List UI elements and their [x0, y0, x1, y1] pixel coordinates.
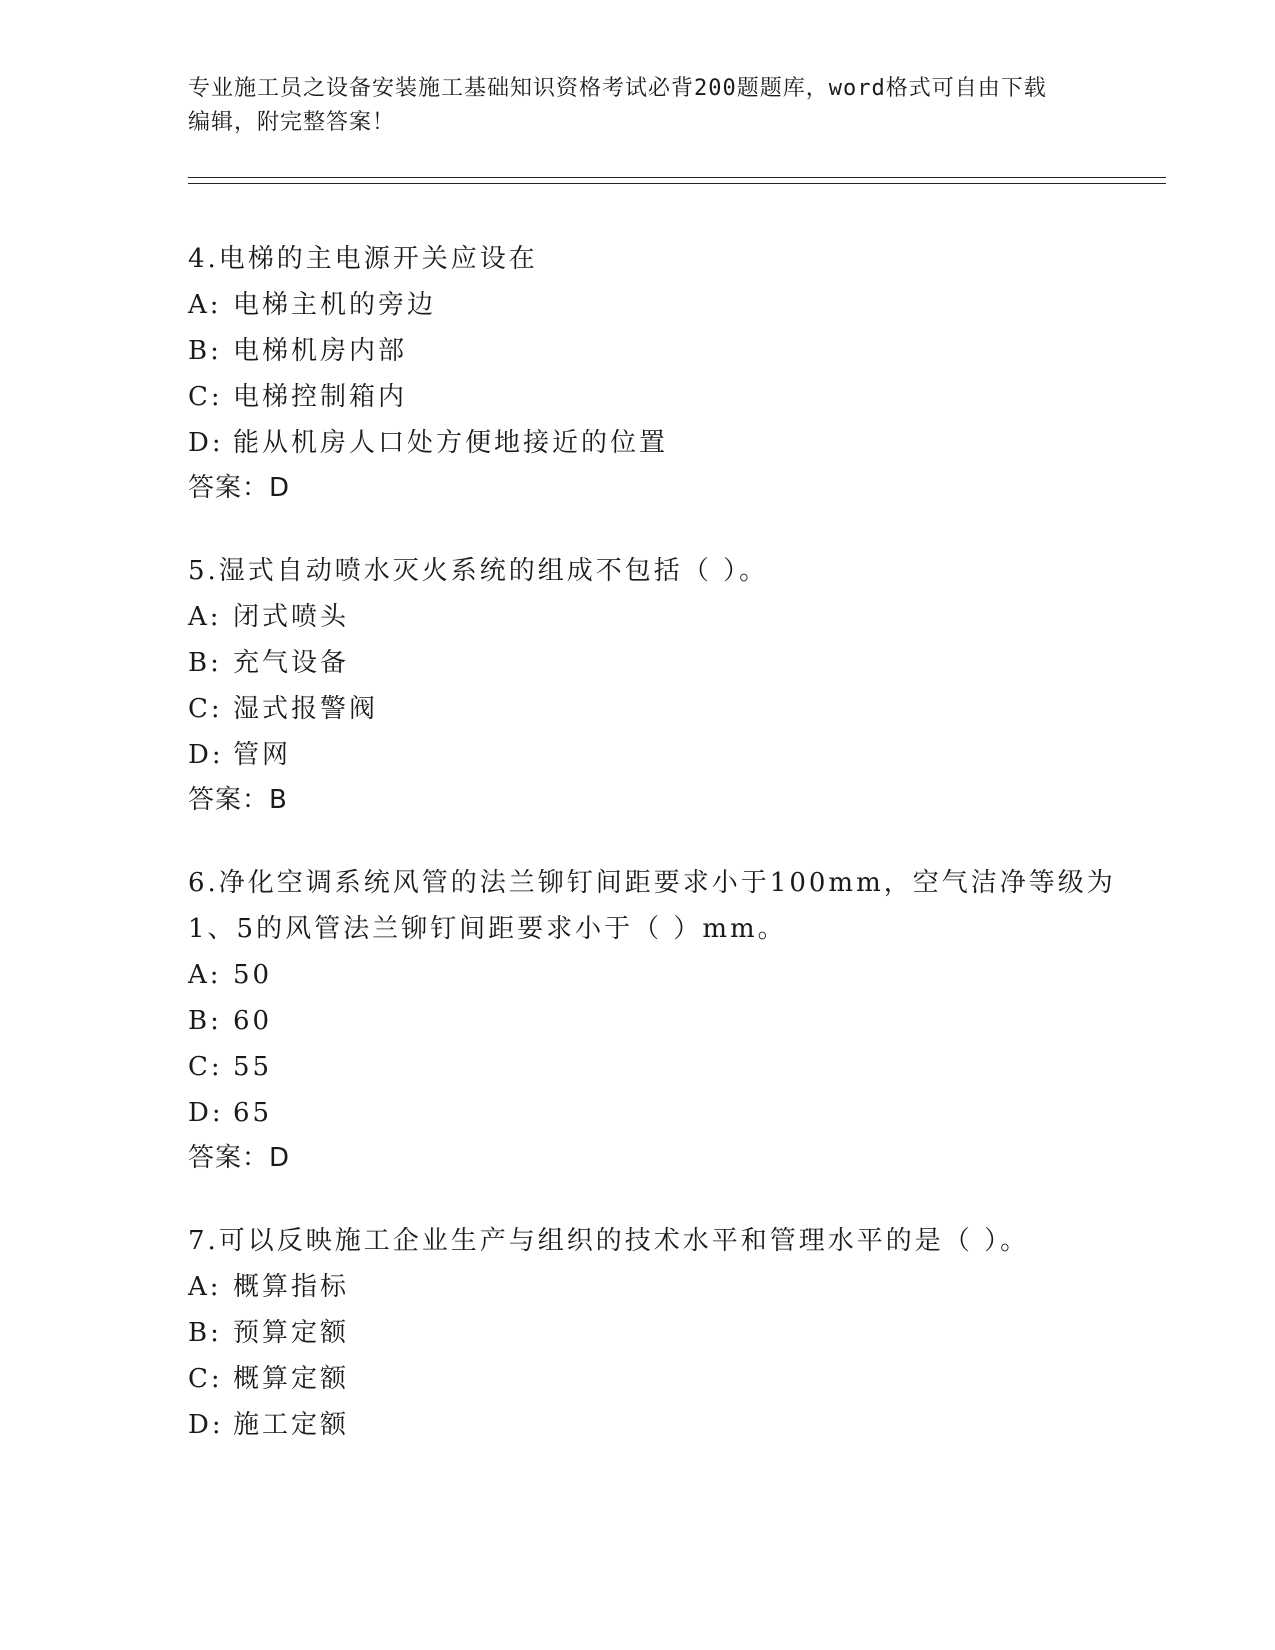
- option-letter: C:: [188, 694, 223, 724]
- option-letter: B:: [188, 1006, 222, 1036]
- option-b: [188, 1310, 1128, 1356]
- option-b: [188, 328, 1128, 374]
- option-a: [188, 282, 1128, 328]
- option-d: [188, 732, 1128, 778]
- option-b: [188, 998, 1128, 1044]
- option-letter: B:: [188, 648, 222, 678]
- option-d: [188, 1090, 1128, 1136]
- question-7: [188, 1218, 1128, 1448]
- option-a: [188, 594, 1128, 640]
- option-c: [188, 1356, 1128, 1402]
- option-letter: B:: [188, 336, 222, 366]
- question-stem: 5.湿式自动喷水灭火系统的组成不包括（ ）。: [188, 556, 769, 586]
- option-text: 充气设备: [233, 648, 350, 678]
- option-text: 施工定额: [233, 1410, 350, 1440]
- question-list: [188, 236, 1128, 1486]
- answer-line: 答案：D: [188, 1143, 291, 1173]
- question-stem: 6.净化空调系统风管的法兰铆钉间距要求小于100mm，空气洁净等级为1、5的风管法兰铆钉间距要求小于（ ）mm。: [188, 868, 1116, 944]
- question-6: [188, 860, 1128, 1180]
- option-d: [188, 1402, 1128, 1448]
- option-c: [188, 1044, 1128, 1090]
- option-c: [188, 374, 1128, 420]
- option-letter: D:: [188, 1410, 224, 1440]
- option-text: 电梯控制箱内: [233, 382, 408, 412]
- option-letter: D:: [188, 1098, 224, 1128]
- question-5: [188, 548, 1128, 822]
- option-text: 闭式喷头: [233, 602, 350, 632]
- option-c: [188, 686, 1128, 732]
- option-letter: C:: [188, 382, 223, 412]
- option-text: 电梯机房内部: [233, 336, 408, 366]
- option-text: 65: [233, 1098, 273, 1128]
- answer-line: 答案：B: [188, 785, 288, 815]
- option-letter: C:: [188, 1364, 223, 1394]
- option-text: 湿式报警阀: [233, 694, 379, 724]
- option-letter: A:: [188, 290, 222, 320]
- option-letter: D:: [188, 740, 224, 770]
- document-header: 专业施工员之设备安装施工基础知识资格考试必背200题题库，word格式可自由下载编辑，附完整答案！: [188, 76, 1047, 135]
- answer-line: 答案：D: [188, 473, 291, 503]
- option-letter: B:: [188, 1318, 222, 1348]
- option-letter: D:: [188, 428, 224, 458]
- option-b: [188, 640, 1128, 686]
- option-text: 50: [233, 960, 273, 990]
- option-text: 管网: [233, 740, 292, 770]
- option-text: 概算指标: [233, 1272, 350, 1302]
- option-letter: A:: [188, 602, 222, 632]
- header-rule-bottom: [188, 183, 1166, 184]
- option-a: [188, 952, 1128, 998]
- question-stem: 4.电梯的主电源开关应设在: [188, 244, 538, 274]
- question-4: [188, 236, 1128, 510]
- option-a: [188, 1264, 1128, 1310]
- option-text: 概算定额: [233, 1364, 350, 1394]
- option-letter: C:: [188, 1052, 223, 1082]
- option-letter: A:: [188, 960, 222, 990]
- question-stem: 7.可以反映施工企业生产与组织的技术水平和管理水平的是（ ）。: [188, 1226, 1030, 1256]
- header-rule-top: [188, 177, 1166, 178]
- option-text: 预算定额: [233, 1318, 350, 1348]
- option-text: 电梯主机的旁边: [233, 290, 437, 320]
- option-text: 55: [233, 1052, 273, 1082]
- option-letter: A:: [188, 1272, 222, 1302]
- option-text: 60: [233, 1006, 273, 1036]
- option-text: 能从机房人口处方便地接近的位置: [233, 428, 669, 458]
- option-d: [188, 420, 1128, 466]
